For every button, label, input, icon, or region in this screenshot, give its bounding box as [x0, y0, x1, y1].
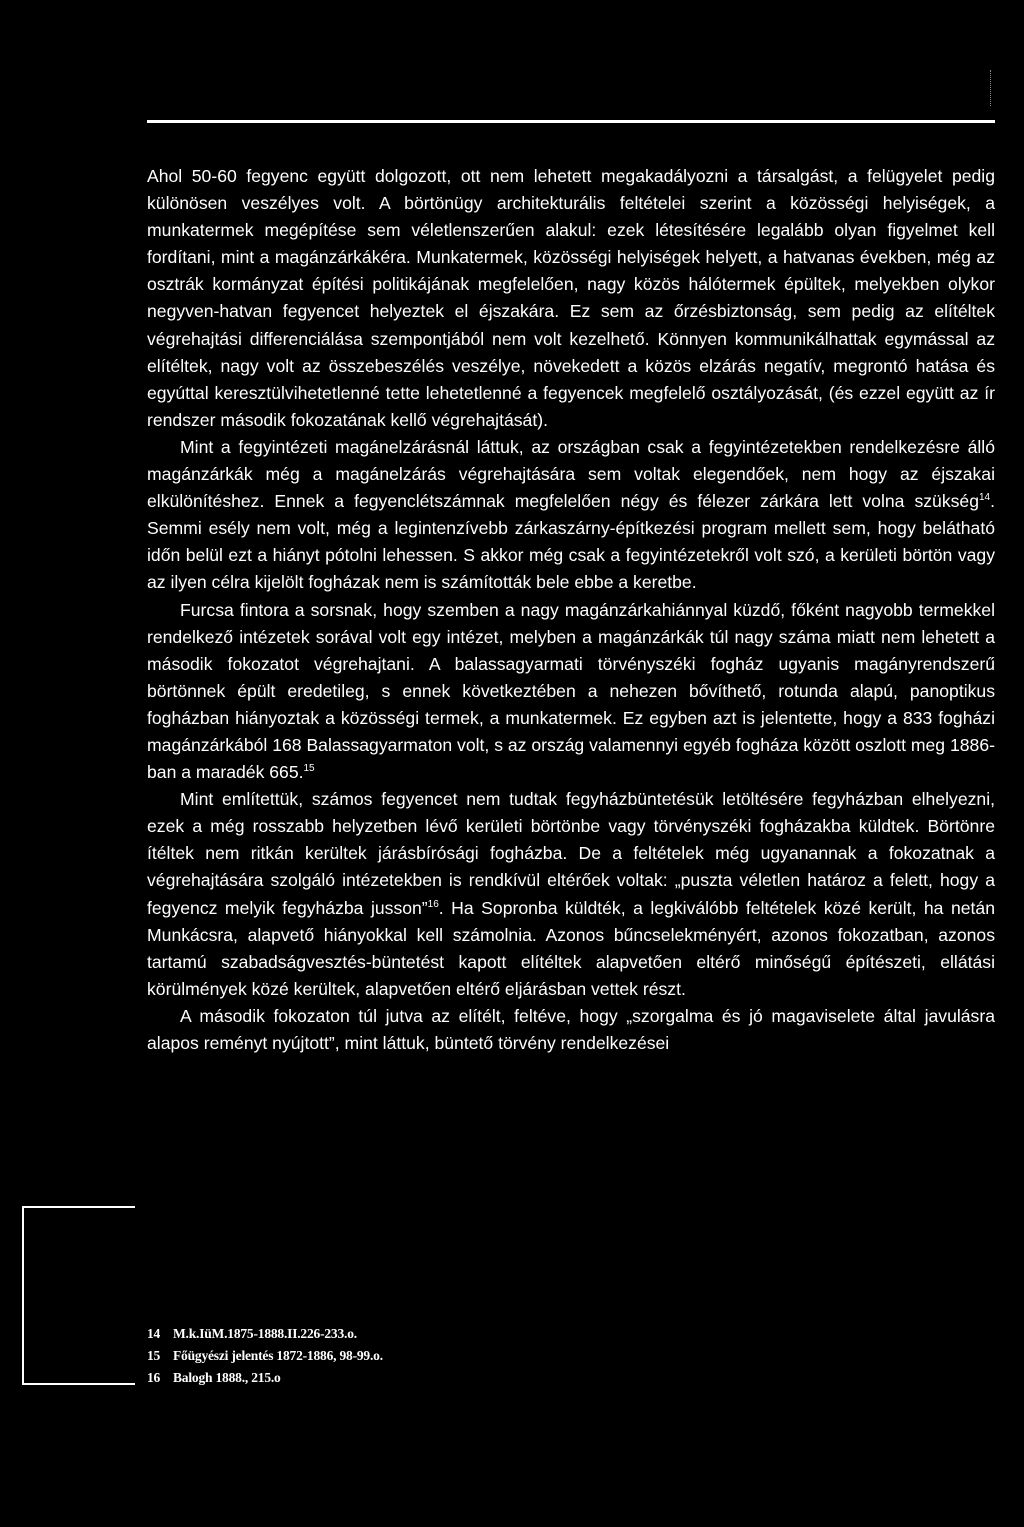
footnote-14 [147, 1323, 383, 1345]
corner-scan-mark [990, 70, 992, 106]
paragraph-2-text-a: Mint a fegyintézeti magánelzárásnál láttuk, az országban csak a fegyintézetekben rendelkezésre álló magánzárkák még a magánelzárás végrehajtására sem voltak elegendőek, nem hogy az éjszakai elkülönítéshez. Ennek a fegyenclétszámnak megfelelően négy és félezer zárkára lett volna szükség [147, 436, 995, 512]
header-rule [147, 120, 995, 123]
footnote-text: M.k.IüM.1875-1888.II.226-233.o. [173, 1326, 357, 1341]
footnote-number: 16 [147, 1370, 161, 1385]
footnote-ref-15: 15 [303, 763, 315, 775]
footnote-number: 14 [147, 1326, 161, 1341]
footnote-text: Főügyészi jelentés 1872-1886, 98-99.o. [173, 1348, 383, 1363]
margin-box-frame [22, 1206, 135, 1385]
footnote-ref-16: 16 [427, 898, 439, 910]
footnotes [147, 1323, 383, 1389]
footnote-16 [147, 1367, 383, 1389]
margin-box-top-rule [117, 1206, 135, 1208]
paragraph-4 [147, 786, 995, 1003]
footnote-15 [147, 1345, 383, 1367]
paragraph-5: A második fokozaton túl jutva az elítélt, feltéve, hogy „szorgalma és jó magaviselete által javulásra alapos reményt nyújtott”, mint láttuk, büntető törvény rendelkezései [147, 1005, 995, 1053]
paragraph-4-text-a: Mint említettük, számos fegyencet nem tudtak fegyházbüntetésük letöltésére fegyházban elhelyezni, ezek a még rosszabb helyzetben lévő kerületi börtönbe vagy törvényszéki fogházakba küldtek. Börtönre ítéltek nem ritkán kerültek járásbírósági fogházba. De a feltételek még ugyanannak a fokozatnak a végrehajtására szolgáló intézetekben is rendkívül eltérőek voltak: „puszta véletlen határoz a felett, hogy a fegyencz melyik fegyházba jusson” [147, 789, 995, 918]
footnote-text: Balogh 1888., 215.o [173, 1370, 281, 1385]
paragraph-2 [147, 434, 995, 597]
paragraph-2-text-b: . Semmi esély nem volt, még a legintenzívebb zárkaszárny-építkezési program mellett sem, hogy belátható időn belül ezt a hiányt pótolni lehessen. S akkor még csak a fegyintézetekről volt szó, a kerületi börtön vagy az ilyen célra kijelölt fogházak nem is számították bele ebbe a keretbe. [147, 491, 995, 593]
paragraph-3 [147, 597, 995, 787]
footnote-ref-14: 14 [978, 492, 991, 504]
paragraph-3-text-a: Furcsa fintora a sorsnak, hogy szemben a nagy magánzárkahiánnyal küzdő, főként nagyobb termekkel rendelkező intézetek sorával volt egy intézet, melyben a magánzárkák túl nagy száma miatt nem lehetett a második fokozatot végrehajtani. A balassagyarmati törvényszéki fogház ugyanis magányrendszerű börtönnek épült eredetileg, s ennek következtében a nehezen bővíthető, rotunda alapú, panoptikus fogházban hiányoztak a közösségi termek, a munkatermek. Ez egyben azt is jelentette, hogy a 833 fogházi magánzárkából 168 Balassagyarmaton volt, s az ország valamennyi egyéb fogháza között oszlott meg 1886-ban a maradék 665. [147, 599, 995, 783]
footnote-number: 15 [147, 1348, 161, 1363]
main-text [147, 163, 995, 1057]
paragraph-1: Ahol 50-60 fegyenc együtt dolgozott, ott nem lehetett megakadályozni a társalgást, a felügyelet pedig különösen veszélyes volt. A börtönügy architekturális feltételei szerint a közösségi helyiségek, a munkatermek megépítése sem véletlenszerűen alakul: ezek létesítésére legalább olyan figyelmet kell fordítani, mint a magánzárkákéra. Munkatermek, közösségi helyiségek helyett, a hatvanas években, még az osztrák kormányzat építési politikájának megfelelően, nagy közös hálótermek épültek, melyekben olykor negyven-hatvan fegyencet helyeztek el éjszakára. Ez sem az őrzésbiztonság, sem pedig az elítéltek végrehajtási differenciálása szempontjából nem volt kezelhető. Könnyen kommunikálhattak egymással az elítéltek, nagy volt az összebeszélés veszélye, növekedett a közös elzárás negatív, megrontó hatása és egyúttal keresztülvihetetlenné tette lehetetlenné a fegyencek megfelelő osztályozását, (és ezzel együtt az ír rendszer második fokozatának kellő végrehajtását). [147, 166, 995, 430]
paragraph-4-text-b: . Ha Sopronba küldték, a legkiválóbb feltételek közé került, ha netán Munkácsra, alapvető hiányokkal kell számolnia. Azonos bűncselekményért, azonos fokozatban, azonos tartamú szabadságvesztés-büntetést kapott elítéltek alapvetően eltérő minőségű építészeti, ellátási körülmények közé kerültek, alapvetően eltérő eljárásban vettek részt. [147, 897, 995, 999]
